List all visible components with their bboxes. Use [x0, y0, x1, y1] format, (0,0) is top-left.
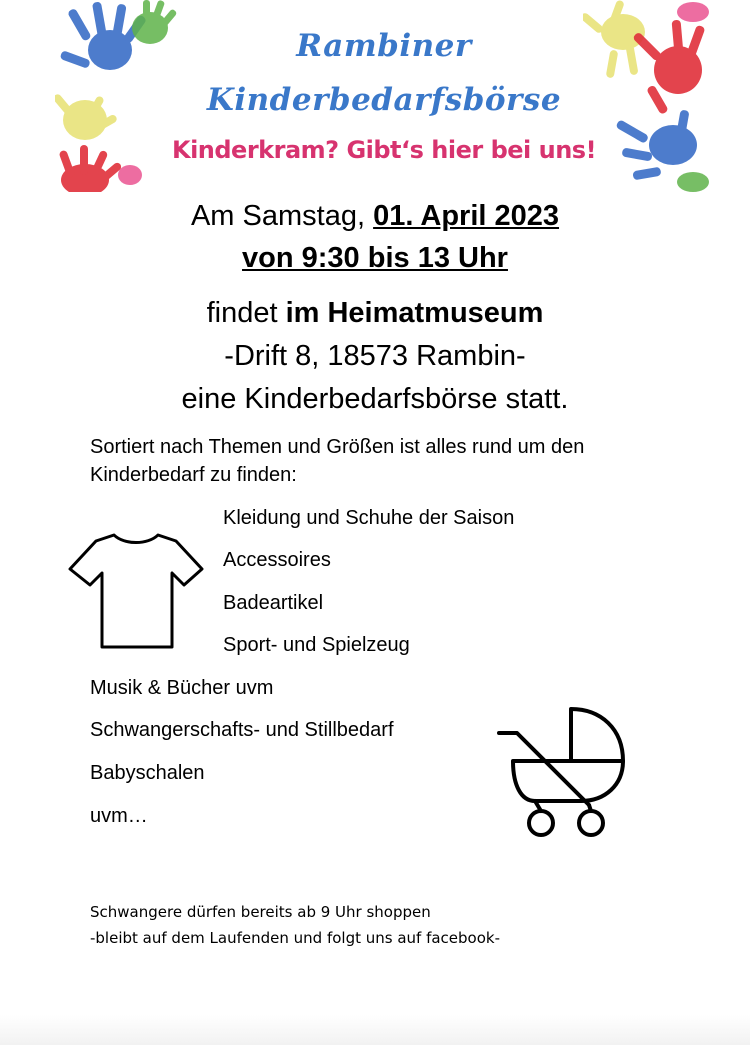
- event-date: 01. April 2023: [373, 200, 560, 232]
- stroller-icon: [495, 703, 630, 841]
- footer-note: Schwangere dürfen bereits ab 9 Uhr shoppen: [90, 903, 431, 921]
- banner-slogan: Kinderkram? Gibt‘s hier bei uns!: [171, 136, 597, 164]
- list-item: Sport- und Spielzeug: [223, 634, 410, 656]
- banner-title-line1: Rambiner: [296, 28, 472, 64]
- location-line3: eine Kinderbedarfsbörse statt.: [181, 383, 569, 415]
- list-item: Schwangerschafts- und Stillbedarf: [90, 719, 394, 741]
- venue-name: im Heimatmuseum: [285, 297, 544, 329]
- list-item: Kleidung und Schuhe der Saison: [223, 507, 515, 529]
- list-item: Badeartikel: [223, 592, 324, 614]
- list-item: Babyschalen: [90, 762, 205, 784]
- hand-print-icon: [55, 0, 185, 192]
- list-item: Musik & Bücher uvm: [90, 677, 274, 699]
- date-prefix: Am Samstag,: [190, 200, 374, 232]
- hand-print-icon: [583, 0, 713, 192]
- list-item: Accessoires: [223, 549, 331, 571]
- t-shirt-icon: [66, 527, 206, 652]
- intro-text: Sortiert nach Themen und Größen ist alles rund um den Kinderbedarf zu finden:: [90, 436, 585, 486]
- banner-title-line2: Kinderbedarfsbörse: [206, 82, 562, 118]
- event-time: von 9:30 bis 13 Uhr: [242, 242, 508, 274]
- header-banner: [55, 0, 713, 192]
- location-line1: [0, 297, 750, 330]
- event-date-line: [0, 200, 750, 233]
- footer-facebook-note: -bleibt auf dem Laufenden und folgt uns auf facebook-: [90, 929, 501, 947]
- location-address: -Drift 8, 18573 Rambin-: [224, 340, 526, 372]
- list-item: uvm…: [90, 805, 148, 827]
- location-prefix: findet: [206, 297, 286, 329]
- page-edge: [0, 1015, 750, 1045]
